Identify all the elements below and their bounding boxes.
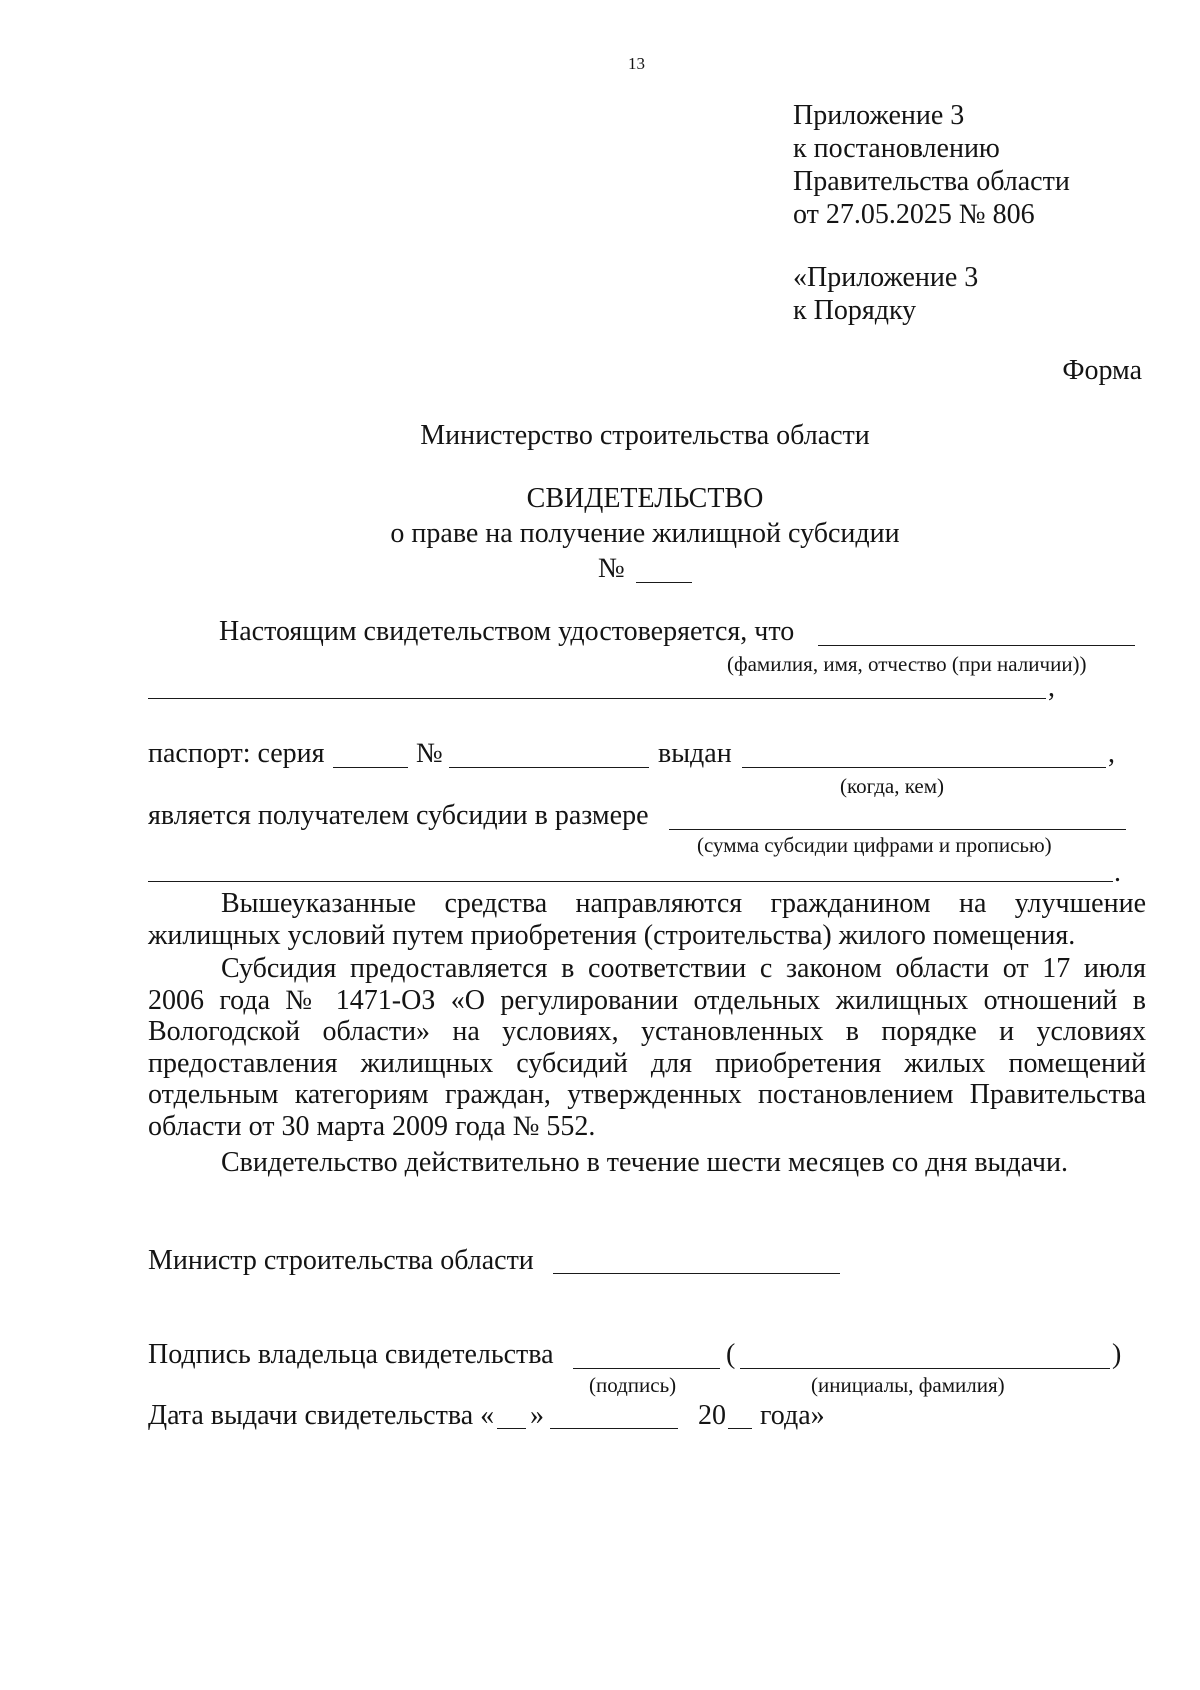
issue-day-blank[interactable] xyxy=(497,1428,526,1429)
minister-label: Министр строительства области xyxy=(148,1245,534,1276)
subsidy-text: является получателем субсидии в размере xyxy=(148,800,649,831)
passport-number-label: № xyxy=(416,738,443,769)
owner-name-blank[interactable] xyxy=(740,1368,1110,1369)
certify-comma: , xyxy=(1048,672,1055,703)
full-name-continuation-blank[interactable] xyxy=(148,698,1046,699)
owner-signature-blank[interactable] xyxy=(573,1368,720,1369)
full-name-blank[interactable] xyxy=(818,645,1135,646)
passport-issued-blank[interactable] xyxy=(742,767,1106,768)
passport-series-blank[interactable] xyxy=(333,767,408,768)
subsidy-amount-continuation-blank[interactable] xyxy=(148,881,1113,882)
appendix-line-2: к постановлению xyxy=(793,133,1000,164)
passport-issued-caption: (когда, кем) xyxy=(840,774,944,798)
appendix-line-1: Приложение 3 xyxy=(793,100,965,131)
owner-signature-caption: (подпись) xyxy=(589,1373,677,1397)
passport-series-label: паспорт: серия xyxy=(148,738,325,769)
paragraph-validity: Свидетельство действительно в течение шести месяцев со дня выдачи. xyxy=(221,1147,1068,1178)
owner-signature-label: Подпись владельца свидетельства xyxy=(148,1339,554,1370)
paragraph-legal-basis: Субсидия предоставляется в соответствии с законом области от 17 июля 2006 года № 1471-ОЗ «О регулировании отдельных жилищных отношений в Вологодской области» на условиях, установленных в порядке и условиях предоставления жилищных субсидий для приобретения жилых помещений отдельным категориям граждан, утвержденных постановлением Правительства области от 30 марта 2009 года № 552. xyxy=(148,953,1146,1142)
issue-year-word: года» xyxy=(760,1400,825,1431)
subsidy-period: . xyxy=(1114,857,1121,888)
appendix-line-4: от 27.05.2025 № 806 xyxy=(793,199,1035,230)
subsidy-amount-blank[interactable] xyxy=(669,829,1126,830)
issue-date-label: Дата выдачи свидетельства « xyxy=(148,1400,495,1431)
paragraph-funds-purpose: Вышеуказанные средства направляются гражданином на улучшение жилищных условий путем приобретения (строительства) жилого помещения. xyxy=(148,888,1146,951)
issue-month-blank[interactable] xyxy=(550,1428,678,1429)
certify-text: Настоящим свидетельством удостоверяется, что xyxy=(219,616,795,647)
order-appendix-line-1: «Приложение 3 xyxy=(793,262,979,293)
passport-number-blank[interactable] xyxy=(449,767,649,768)
owner-name-close-paren: ) xyxy=(1112,1339,1122,1370)
page-number: 13 xyxy=(628,54,645,73)
document-subtitle: о праве на получение жилищной субсидии xyxy=(390,518,900,549)
passport-issued-label: выдан xyxy=(658,738,732,769)
appendix-line-3: Правительства области xyxy=(793,166,1070,197)
owner-name-open-paren: ( xyxy=(726,1339,736,1370)
issue-year-century: 20 xyxy=(698,1400,726,1431)
form-label: Форма xyxy=(1062,355,1142,386)
issue-year-blank[interactable] xyxy=(728,1428,752,1429)
minister-signature-blank[interactable] xyxy=(553,1273,840,1274)
passport-comma: , xyxy=(1108,738,1115,769)
certificate-number-blank[interactable] xyxy=(636,582,692,583)
subsidy-amount-caption: (сумма субсидии цифрами и прописью) xyxy=(697,833,1052,857)
document-title: СВИДЕТЕЛЬСТВО xyxy=(526,483,764,514)
full-name-caption: (фамилия, имя, отчество (при наличии)) xyxy=(727,652,1087,676)
number-label: № xyxy=(598,553,625,584)
issue-date-quote-close: » xyxy=(530,1400,544,1431)
owner-name-caption: (инициалы, фамилия) xyxy=(811,1373,1005,1397)
order-appendix-line-2: к Порядку xyxy=(793,295,917,326)
ministry-name: Министерство строительства области xyxy=(420,420,870,451)
